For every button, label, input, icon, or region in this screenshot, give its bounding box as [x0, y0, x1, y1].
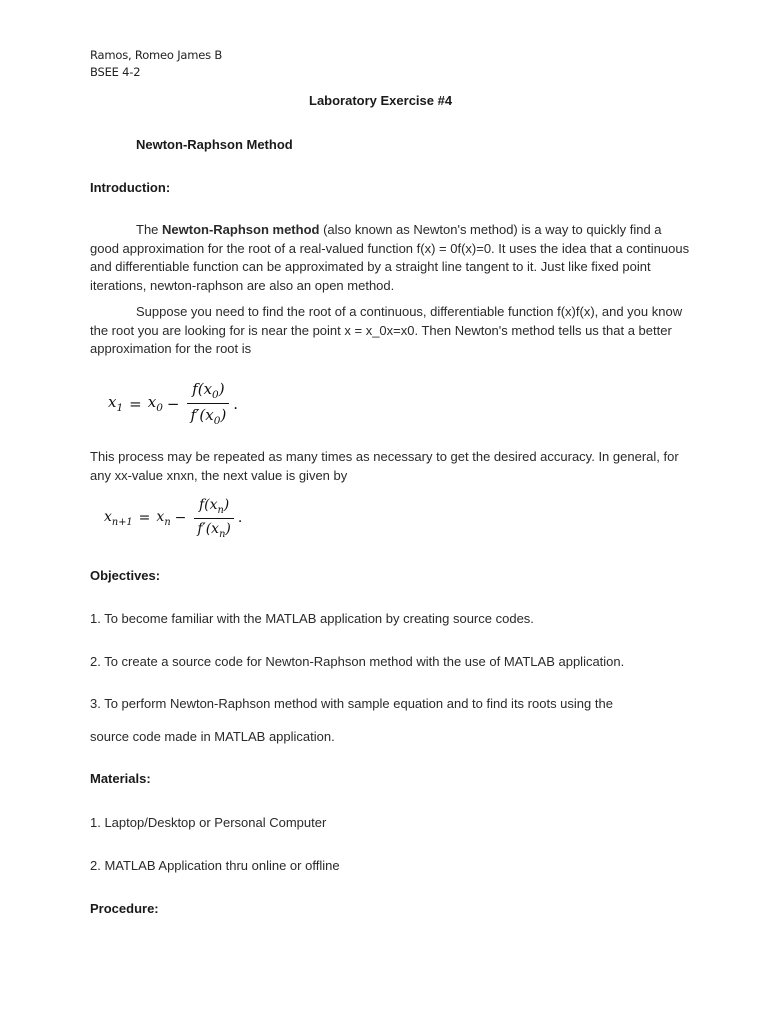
formula-period: . [233, 394, 239, 413]
introduction-paragraph-2: Suppose you need to find the root of a continuous, differentiable function f(x)f(x), and you know the root you are looking for is near the point x = x_0x=x0. Then Newton's method tells us that a better approximation for the root is [90, 304, 683, 356]
objective-item: 2. To create a source code for Newton-Raphson method with the use of MATLAB application. [90, 654, 625, 669]
author-name: Ramos, Romeo James B [90, 48, 223, 62]
objective-item: 1. To become familiar with the MATLAB application by creating source codes. [90, 611, 534, 626]
page-subtitle: Newton-Raphson Method [136, 137, 293, 152]
fraction [194, 497, 234, 540]
author-section: BSEE 4-2 [90, 65, 141, 79]
materials-heading: Materials: [90, 771, 151, 786]
introduction-paragraph-3: This process may be repeated as many times as necessary to get the desired accuracy. In general, for any xx-value xnxn, the next value is given by [90, 449, 679, 483]
page-title: Laboratory Exercise #4 [309, 93, 453, 108]
fraction-numerator: $f(x_n)$ [198, 497, 230, 516]
formula-lhs: $x_{n+1}$ [104, 508, 133, 528]
objective-item: 3. To perform Newton-Raphson method with sample equation and to find its roots using the [90, 696, 613, 711]
formula-period: . [237, 510, 243, 527]
formula-rhs-var: $x_0$ [147, 393, 163, 414]
newton-formula-first-iteration [108, 380, 238, 427]
newton-formula-general [104, 497, 242, 540]
material-item: 2. MATLAB Application thru online or offline [90, 858, 340, 873]
fraction-denominator: $f'(x_n)$ [194, 518, 234, 540]
procedure-heading: Procedure: [90, 901, 159, 916]
equals-sign: = [129, 394, 142, 413]
fraction [187, 380, 229, 427]
minus-sign: − [174, 510, 187, 527]
fraction-denominator: $f'(x_0)$ [187, 403, 229, 427]
objective-item-continuation: source code made in MATLAB application. [90, 729, 335, 744]
formula-lhs: $x_1$ [108, 393, 124, 414]
minus-sign: − [166, 394, 180, 413]
introduction-paragraph-1 [90, 221, 690, 295]
formula-rhs-var: $x_n$ [156, 508, 171, 528]
newton-raphson-term: Newton-Raphson method [162, 222, 320, 237]
paragraph-lead: The [136, 222, 163, 237]
introduction-heading: Introduction: [90, 180, 171, 195]
fraction-numerator: $f(x_0)$ [192, 380, 225, 401]
paragraph-rest: (also known as Newton's method) is a way to quickly find a good approximation for the root of a real-valued function f(x) = 0f(x)=0. It uses the idea that a continuous and differentiable function can be approximated by a straight line tangent to it. Just like fixed point iterations, newton-raphson are also an open method. [90, 222, 690, 293]
equals-sign: = [138, 510, 151, 527]
objectives-heading: Objectives: [90, 568, 161, 583]
material-item: 1. Laptop/Desktop or Personal Computer [90, 815, 327, 830]
